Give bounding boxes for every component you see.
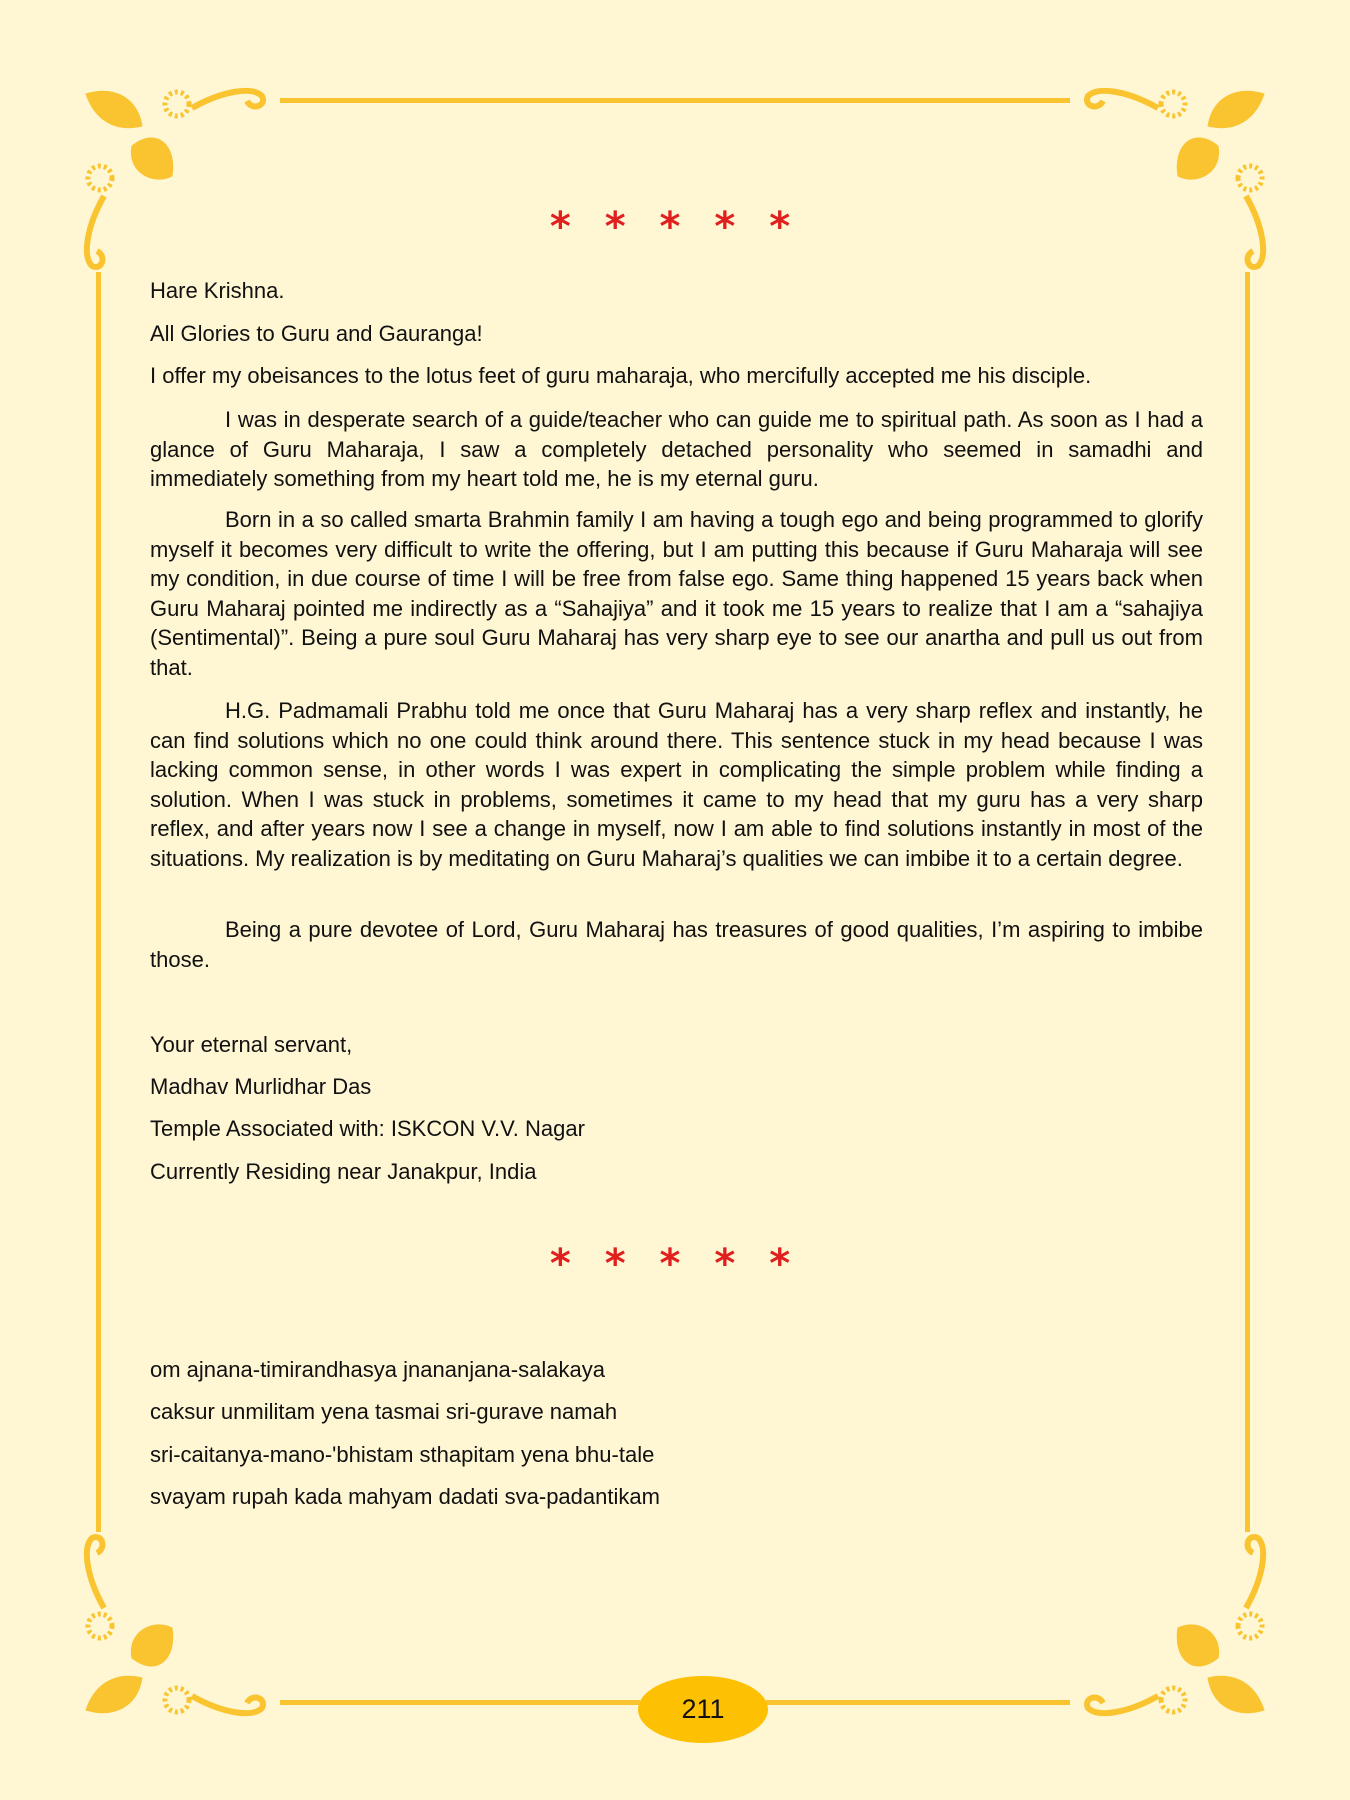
- page-number-badge: [638, 1676, 768, 1743]
- corner-ornament-icon: [1068, 86, 1268, 286]
- signature-closing: Your eternal servant,: [150, 1032, 353, 1057]
- corner-ornament-icon: [82, 1518, 282, 1718]
- signature-residence: Currently Residing near Janakpur, India: [150, 1159, 537, 1184]
- border-bottom-line-left: [280, 1700, 640, 1705]
- paragraph: H.G. Padmamali Prabhu told me once that Guru Maharaj has a very sharp reflex and instantly, he can find solutions which no one could think around there. This sentence stuck in my head because I was lacking common sense, in other words I was expert in complicating the simple problem while finding a solution. When I was stuck in problems, sometimes it came to my head that my guru has a very sharp reflex, and after years now I see a change in myself, now I am able to find solutions instantly in most of the situations. My realization is by meditating on Guru Maharaj’s qualities we can imbibe it to a certain degree.: [150, 698, 1203, 871]
- verse-line: svayam rupah kada mahyam dadati sva-padantikam: [150, 1484, 660, 1509]
- verse-line: om ajnana-timirandhasya jnananjana-salakaya: [150, 1357, 605, 1382]
- verse-line: caksur unmilitam yena tasmai sri-gurave namah: [150, 1399, 618, 1424]
- paragraph: Being a pure devotee of Lord, Guru Maharaj has treasures of good qualities, I’m aspiring to imbibe those.: [150, 917, 1203, 972]
- obeisance-line: I offer my obeisances to the lotus feet of guru maharaja, who mercifully accepted me his disciple.: [150, 363, 1092, 388]
- corner-ornament-icon: [1068, 1518, 1268, 1718]
- verse-line: sri-caitanya-mano-'bhistam sthapitam yena bhu-tale: [150, 1442, 655, 1467]
- glories-line: All Glories to Guru and Gauranga!: [150, 321, 483, 346]
- border-right-line: [1245, 272, 1250, 1532]
- page-number: 211: [681, 1694, 725, 1724]
- border-bottom-line-right: [766, 1700, 1070, 1705]
- greeting: Hare Krishna.: [150, 278, 285, 303]
- separator-stars: * * * * *: [549, 204, 801, 250]
- border-left-line: [96, 272, 101, 1532]
- paragraph: I was in desperate search of a guide/teacher who can guide me to spiritual path. As soon as I had a glance of Guru Maharaja, I saw a completely detached personality who seemed in samadhi and immediately something from my heart told me, he is my eternal guru.: [150, 407, 1203, 491]
- signature-name: Madhav Murlidhar Das: [150, 1074, 372, 1099]
- corner-ornament-icon: [82, 86, 282, 286]
- separator-stars: * * * * *: [549, 1241, 801, 1287]
- border-top-line: [280, 98, 1070, 103]
- signature-temple: Temple Associated with: ISKCON V.V. Nagar: [150, 1116, 585, 1141]
- paragraph: Born in a so called smarta Brahmin family I am having a tough ego and being programmed to glorify myself it becomes very difficult to write the offering, but I am putting this because if Guru Maharaja will see my condition, in due course of time I will be free from false ego. Same thing happened 15 years back when Guru Maharaj pointed me indirectly as a “Sahajiya” and it took me 15 years to realize that I am a “sahajiya (Sentimental)”. Being a pure soul Guru Maharaj has very sharp eye to see our anartha and pull us out from that.: [150, 507, 1203, 680]
